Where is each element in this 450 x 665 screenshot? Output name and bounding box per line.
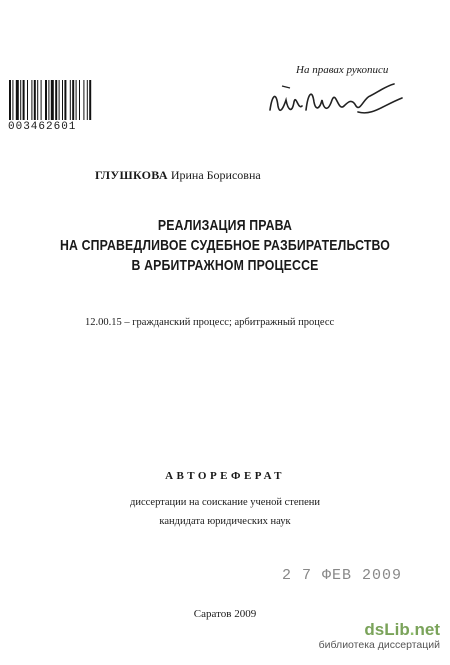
dissertation-title xyxy=(41,216,410,276)
manuscript-rights-note: На правах рукописи xyxy=(296,64,389,76)
barcode-bar xyxy=(20,80,21,120)
barcode-bar xyxy=(64,80,66,120)
barcode-bar xyxy=(55,80,57,120)
watermark-brand xyxy=(319,621,440,639)
degree-line-1: диссертации на соискание ученой степени xyxy=(130,497,320,508)
barcode-bar xyxy=(16,80,19,120)
barcode-bar xyxy=(45,80,47,120)
barcode-bar xyxy=(70,80,71,120)
barcode-bar xyxy=(89,80,91,120)
title-line-3: В АРБИТРАЖНОМ ПРОЦЕССЕ xyxy=(131,257,319,274)
barcode-bar xyxy=(41,80,42,120)
author-given-names: Ирина Борисовна xyxy=(170,168,261,182)
barcode-bar xyxy=(23,80,25,120)
barcode-bar xyxy=(37,80,38,120)
barcode-bar xyxy=(72,80,74,120)
barcode-bar xyxy=(83,80,84,120)
barcode-bar xyxy=(62,80,63,120)
barcode-bar xyxy=(51,80,54,120)
degree-line-2: кандидата юридических наук xyxy=(159,516,291,527)
watermark-brand-left: dsLib xyxy=(364,620,410,639)
author-signature xyxy=(262,76,412,126)
barcode-bar xyxy=(48,80,49,120)
barcode-number: 003462601 xyxy=(8,121,77,133)
barcode-bar xyxy=(12,80,13,120)
imprint-city-year: Саратов 2009 xyxy=(193,608,257,620)
barcode-bar xyxy=(59,80,60,120)
document-type-heading: АВТОРЕФЕРАТ xyxy=(165,470,285,482)
barcode-bar xyxy=(79,80,80,120)
date-stamp: 2 7 ФЕВ 2009 xyxy=(282,567,403,584)
watermark-brand-right: net xyxy=(414,620,440,639)
watermark-brand-dot: . xyxy=(409,620,415,639)
barcode-bar xyxy=(9,80,11,120)
title-line-2: НА СПРАВЕДЛИВОЕ СУДЕБНОЕ РАЗБИРАТЕЛЬСТВО xyxy=(59,237,391,254)
title-line-1: РЕАЛИЗАЦИЯ ПРАВА xyxy=(157,217,293,234)
barcode-bars xyxy=(8,80,126,120)
barcode-bar xyxy=(87,80,88,120)
site-watermark xyxy=(319,621,440,651)
author-name xyxy=(95,168,261,183)
library-barcode xyxy=(8,80,126,133)
specialty-code: 12.00.15 – гражданский процесс; арбитражный процесс xyxy=(85,317,335,328)
watermark-subtitle: библиотека диссертаций xyxy=(318,639,440,651)
barcode-bar xyxy=(34,80,36,120)
barcode-bar xyxy=(31,80,32,120)
barcode-bar xyxy=(76,80,77,120)
author-surname: ГЛУШКОВА xyxy=(95,168,168,182)
barcode-bar xyxy=(27,80,28,120)
